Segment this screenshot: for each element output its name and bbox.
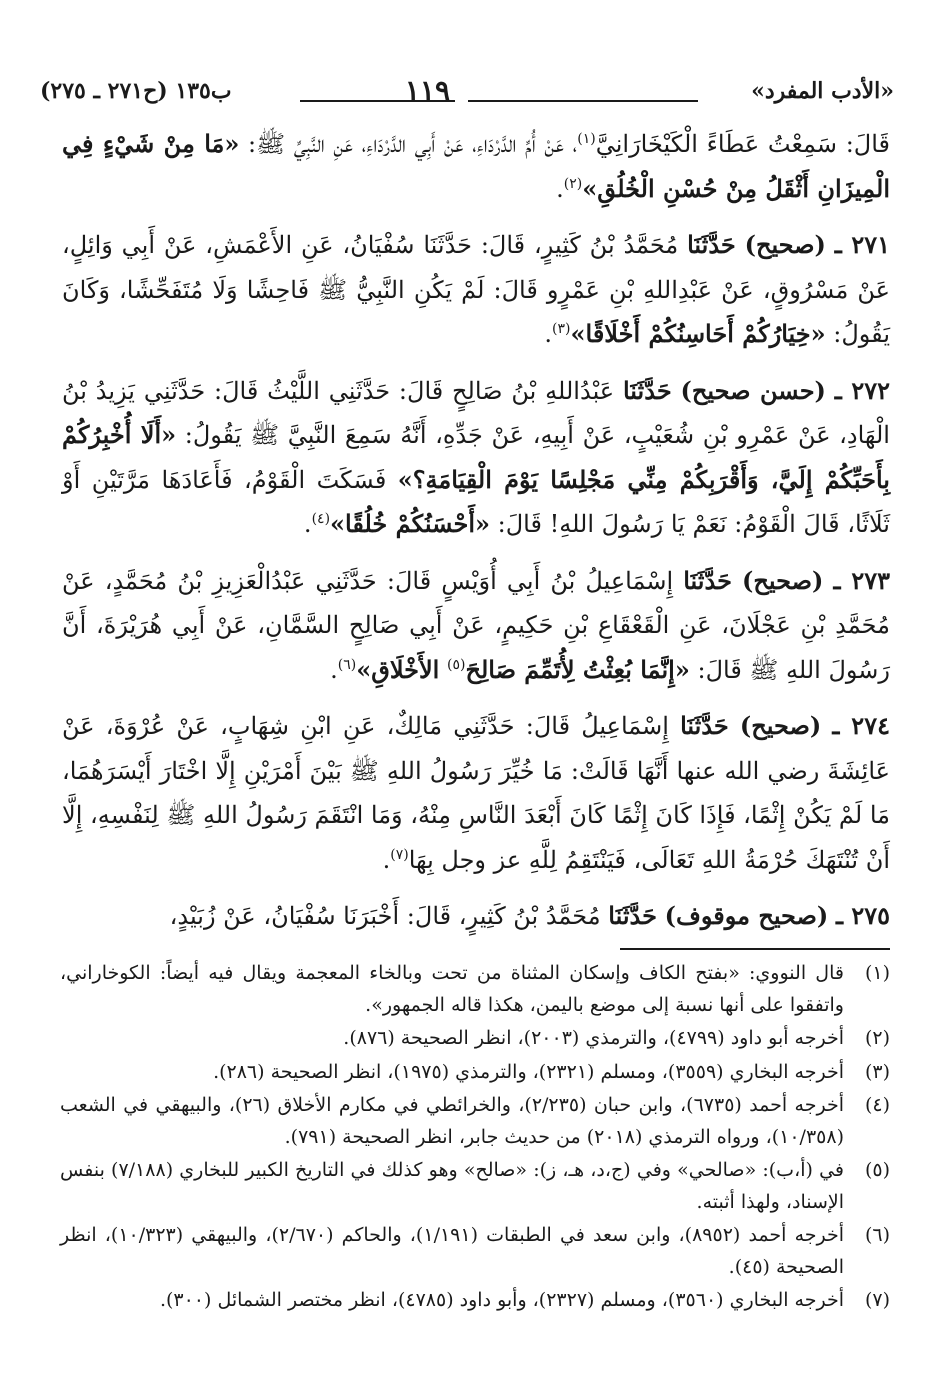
hadith-text: عَبْدُاللهِ بْنُ صَالِحٍ قَالَ: حَدَّثَنِي اللَّيْثُ قَالَ: حَدَّثَنِي يَزِيدُ بْنُ الْهَادِ، عَنْ عَمْرِو بْنِ شُعَيْبٍ، عَنْ أَبِيهِ، عَنْ جَدِّهِ، أَنَّهُ سَمِعَ النَّبِيَّ ﷺ يَقُولُ: — [62, 376, 890, 449]
hadith-text: إِسْمَاعِيلُ قَالَ: حَدَّثَنِي مَالِكٌ، عَنِ ابْنِ شِهَابٍ، عَنْ عُرْوَةَ، عَنْ عَائِشَةَ رضي الله عنها أَنَّهَا قَالَتْ: مَا خُيِّرَ رَسُولُ اللهِ ﷺ بَيْنَ أَمْرَيْنِ إِلَّا اخْتَارَ أَيْسَرَهُمَا، مَا لَمْ يَكُنْ إِثْمًا، فَإِذَا كَانَ إِثْمًا كَانَ أَبْعَدَ النَّاسِ مِنْهُ، وَمَا انْتَقَمَ رَسُولُ اللهِ ﷺ لِنَفْسِهِ، إِلَّا أَنْ تُنْتَهَكَ حُرْمَةُ اللهِ تَعَالَى، فَيَنْتَقِمُ لِلَّهِ عز وجل بِهَا — [62, 712, 890, 874]
hadith-text: مُحَمَّدُ بْنُ كَثِيرٍ، قَالَ: حَدَّثَنَا سُفْيَانُ، عَنِ الأَعْمَشِ، عَنْ أَبِي وَائِلٍ، عَنْ مَسْرُوقٍ، عَنْ عَبْدِاللهِ بْنِ عَمْرٍو قَالَ: لَمْ يَكُنِ النَّبِيُّ ﷺ فَاحِشًا وَلَا مُتَفَحِّشًا، وَكَانَ يَقُولُ: — [62, 231, 890, 348]
hadith-matn: «خِيَارُكُمْ أَحَاسِنُكُمْ أَخْلَاقًا» — [570, 319, 826, 348]
footnote-number: (٥) — [864, 1159, 890, 1181]
hadith-tahdith: حَدَّثَنَا — [622, 375, 672, 405]
hadith-text: إِسْمَاعِيلُ بْنُ أَبِي أُوَيْسٍ قَالَ: حَدَّثَنِي عَبْدُالْعَزِيزِ بْنُ مُحَمَّدٍ، عَنْ مُحَمَّدِ بْنِ عَجْلَانَ، عَنِ الْقَعْقَاعِ بْنِ حَكِيمٍ، عَنْ أَبِي صَالِحٍ السَّمَّانِ، عَنْ أَبِي هُرَيْرَةَ، أَنَّ رَسُولَ اللهِ ﷺ قَالَ: — [62, 566, 890, 684]
hadith-text: فَسَكَتَ الْقَوْمُ، فَأَعَادَهَا مَرَّتَيْنِ أَوْ ثَلَاثًا، قَالَ الْقَوْمُ: نَعَمْ يَا رَسُولَ اللهِ! قَالَ: — [62, 465, 890, 538]
chapter-range: ب١٣٥ (ح٢٧١ ـ ٢٧٥) — [40, 78, 232, 104]
footnote-ref[interactable]: (٦) — [337, 656, 357, 673]
footnote-ref[interactable]: (٤) — [311, 511, 331, 527]
hadith-number: ٢٧١ ـ — [834, 230, 890, 259]
punctuation: . — [544, 320, 553, 348]
footnote-number: (٤) — [864, 1094, 890, 1116]
footnote-item — [60, 1023, 890, 1055]
footnote-ref[interactable]: (١) — [577, 131, 596, 147]
footnote-item — [60, 1220, 890, 1283]
page-number: ١١٩ — [404, 74, 450, 107]
hadith-matn: الأَخْلَاقِ» — [356, 654, 440, 684]
footnote-text: قال النووي: «بفتح الكاف وإسكان المثناة من تحت وبالخاء المعجمة ويقال فيه أيضاً: الكوخاراني، واتفقوا على أنها نسبة إلى موضع باليمن، هكذا قاله الجمهور». — [60, 962, 844, 1016]
footnote-divider — [620, 948, 890, 950]
hadith-matn: «إِنَّمَا بُعِثْتُ لِأُتَمِّمَ صَالِحَ — [465, 654, 690, 684]
hadith-275 — [62, 894, 890, 939]
punctuation: . — [556, 174, 564, 203]
running-header — [40, 74, 894, 114]
footnote-text: أخرجه البخاري (٣٥٥٩)، ومسلم (٢٣٢١)، والترمذي (١٩٧٥)، انظر الصحيحة (٢٨٦). — [213, 1060, 844, 1083]
hadith-number: ٢٧٢ ـ — [834, 375, 891, 405]
footnote-item — [60, 958, 890, 1021]
footnote-ref[interactable]: (٣) — [552, 321, 571, 337]
hadith-number: ٢٧٤ ـ — [832, 711, 890, 740]
hadith-274 — [62, 704, 890, 882]
punctuation: . — [303, 510, 312, 538]
footnote-text: أخرجه أبو داود (٤٧٩٩)، والترمذي (٢٠٠٣)، انظر الصحيحة (٨٧٦). — [343, 1027, 844, 1049]
footnote-text: أخرجه البخاري (٣٥٦٠)، ومسلم (٢٣٢٧)، وأبو داود (٤٧٨٥)، انظر مختصر الشمائل (٣٠٠). — [159, 1289, 844, 1311]
book-title: «الأدب المفرد» — [751, 78, 894, 104]
footnote-item — [60, 1285, 890, 1317]
footnote-ref[interactable]: (٧) — [390, 846, 409, 863]
hadith-271 — [62, 223, 890, 357]
punctuation: . — [382, 845, 391, 874]
header-rule-left — [300, 100, 455, 102]
hadith-continuation — [62, 122, 890, 211]
hadith-grade: (صحيح) — [739, 711, 822, 740]
hadith-grade: (صحيح موقوف) — [664, 901, 829, 930]
hadith-tahdith: حَدَّثَنَا — [680, 711, 729, 740]
footnote-ref[interactable]: (٢) — [563, 175, 583, 192]
hadith-272 — [62, 369, 890, 547]
hadith-number: ٢٧٥ ـ — [835, 901, 890, 930]
hadith-273 — [62, 559, 890, 693]
footnotes — [60, 958, 890, 1319]
footnote-number: (١) — [864, 962, 890, 984]
hadith-tahdith: حَدَّثَنَا — [683, 565, 732, 595]
hadith-text: مُحَمَّدُ بْنُ كَثِيرٍ، قَالَ: أَخْبَرَنَا سُفْيَانُ، عَنْ زُبَيْدٍ، — [169, 902, 601, 930]
hadith-number: ٢٧٣ ـ — [833, 565, 890, 595]
main-text — [62, 122, 890, 939]
hadith-matn: «أَحْسَنُكُمْ خُلُقًا» — [330, 509, 491, 538]
footnote-item — [60, 1090, 890, 1153]
hadith-text: ، عَنْ أُمِّ الدَّرْدَاءِ، عَنْ أَبِي الدَّرْدَاءِ، عَنِ النَّبِيِّ ﷺ: — [248, 130, 578, 158]
hadith-text: قَالَ: سَمِعْتُ عَطَاءً الْكَيْخَارَانِيَّ — [595, 130, 890, 158]
hadith-grade: (حسن صحيح) — [680, 375, 826, 405]
footnote-text: في (أ،ب): «صالحي» وفي (ج،د، هـ، ز): «صالح» وهو كذلك في التاريخ الكبير للبخاري (٧/١٨٨) بنفس الإسناد، ولهذا أثبته. — [60, 1159, 844, 1213]
footnote-ref[interactable]: (٥) — [446, 656, 466, 673]
hadith-matn: «أَلَا أُخْبِرُكُمْ بِأَحَبِّكُمْ إِلَيَّ، وَأَقْرَبِكُمْ مِنِّي مَجْلِسًا يَوْمَ الْقِيَامَةِ؟» — [62, 420, 890, 494]
footnote-number: (٢) — [864, 1027, 890, 1049]
footnote-number: (٦) — [864, 1224, 890, 1246]
footnote-item — [60, 1057, 890, 1089]
footnote-number: (٧) — [864, 1289, 890, 1311]
footnote-text: أخرجه أحمد (٨٩٥٢)، وابن سعد في الطبقات (١/١٩١)، والحاكم (٢/٦٧٠)، والبيهقي (١٠/٣٢٣)، انظر الصحيحة (٤٥). — [60, 1224, 845, 1278]
hadith-tahdith: حَدَّثَنَا — [687, 230, 736, 259]
punctuation: . — [330, 655, 338, 684]
hadith-grade: (صحيح) — [742, 565, 824, 595]
footnote-number: (٣) — [864, 1060, 890, 1083]
footnote-item — [60, 1155, 890, 1218]
header-rule-right — [468, 100, 698, 102]
hadith-matn: «مَا مِنْ شَيْءٍ فِي الْمِيزَانِ أَثْقَلُ مِنْ حُسْنِ الْخُلُقِ» — [62, 129, 890, 203]
hadith-grade: (صحيح) — [744, 230, 826, 259]
hadith-tahdith: حَدَّثَنَا — [608, 901, 657, 930]
footnote-text: أخرجه أحمد (٦٧٣٥)، وابن حبان (٢/٢٣٥)، والخرائطي في مكارم الأخلاق (٢٦)، والبيهقي في الشعب (١٠/٣٥٨)، ورواه الترمذي (٢٠١٨) من حديث جابر، انظر الصحيحة (٧٩١). — [60, 1094, 844, 1148]
